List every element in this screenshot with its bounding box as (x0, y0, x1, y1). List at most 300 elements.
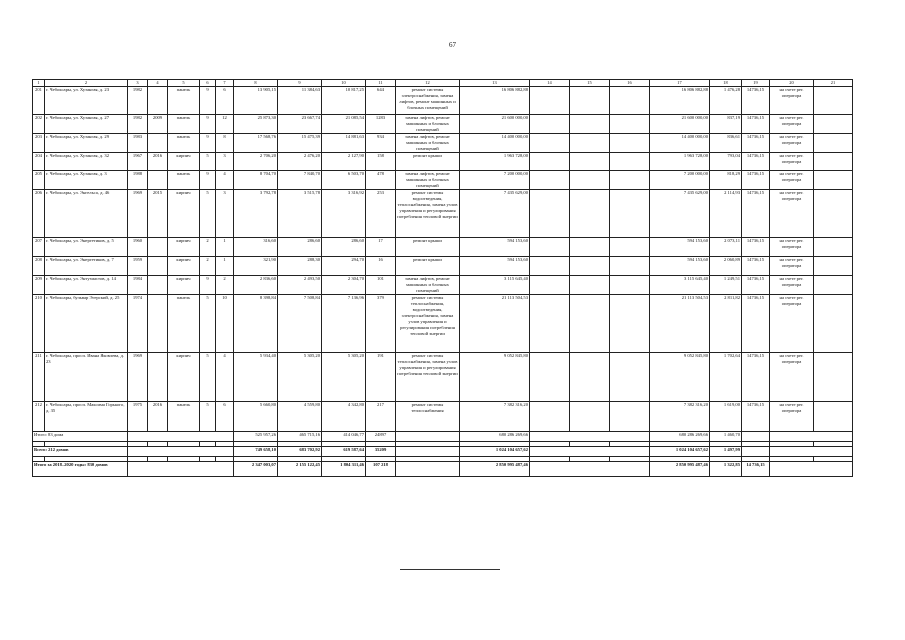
row-number-cell: 211 (33, 353, 45, 402)
table-row (33, 353, 853, 402)
entrances-cell: 4 (216, 353, 234, 402)
work-type-cell: ремонт системы теплоснабжения, замена узлов управления и регулирования потребления тепловой энергии (396, 353, 460, 402)
footer-divider (400, 569, 500, 570)
max-unit-cost-cell: 14 736,15 (742, 462, 770, 477)
fund-federal-cell (530, 190, 570, 238)
work-type-cell: ремонт системы теплоснабжения, водоотведения, электроснабжения, замена узлов управления и регулирования потребления тепловой энергии (396, 295, 460, 353)
table-row (33, 276, 853, 295)
fund-regional-cell (570, 402, 610, 432)
note-cell (814, 171, 853, 190)
premises-area-cell: 3 515,78 (278, 190, 322, 238)
residential-area-cell: 2 127,90 (322, 153, 366, 171)
fund-owners-cell: 7 435 629,00 (650, 190, 710, 238)
address-cell: г. Чебоксары, ул. Энтузиастов, д. 14 (45, 276, 128, 295)
residential-area-cell: 7 136,96 (322, 295, 366, 353)
address-cell: г. Чебоксары, ул. Энгельса, д. 46 (45, 190, 128, 238)
row-number-cell: 208 (33, 257, 45, 276)
build-year-cell: 1967 (128, 153, 148, 171)
max-unit-cost-cell: 14736,15 (742, 353, 770, 402)
floors-cell: 5 (200, 190, 216, 238)
address-cell: г. Чебоксары, ул. Хузангая, д. 27 (45, 115, 128, 134)
column-number-cell: 10 (322, 80, 366, 87)
last-overhaul-year-cell: 2015 (148, 190, 168, 238)
unit-cost-cell: 1 460,70 (710, 432, 742, 442)
fund-regional-cell (570, 134, 610, 153)
fund-method-cell: на счете рег. оператора (770, 257, 814, 276)
fund-regional-cell (570, 153, 610, 171)
fund-federal-cell (530, 276, 570, 295)
empty-cell (530, 432, 650, 442)
floors-cell: 5 (200, 153, 216, 171)
unit-cost-cell: 837,19 (710, 115, 742, 134)
residential-area-cell: 414 046,77 (322, 432, 366, 442)
fund-local-cell (610, 353, 650, 402)
column-number-cell: 1 (33, 80, 45, 87)
table-row (33, 115, 853, 134)
residential-area-cell: 6 503,70 (322, 171, 366, 190)
total-cost-cell: 21 600 000,00 (460, 115, 530, 134)
row-number-cell: 204 (33, 153, 45, 171)
unit-cost-cell: 836,61 (710, 134, 742, 153)
fund-local-cell (610, 134, 650, 153)
max-unit-cost-cell (742, 447, 770, 457)
column-number-cell: 16 (610, 80, 650, 87)
table-row (33, 295, 853, 353)
wall-material-cell: кирпич (168, 353, 200, 402)
total-area-cell: 316,60 (234, 238, 278, 257)
wall-material-cell: кирпич (168, 153, 200, 171)
build-year-cell: 1959 (128, 257, 148, 276)
column-number-cell: 17 (650, 80, 710, 87)
unit-cost-cell: 1 497,99 (710, 447, 742, 457)
max-unit-cost-cell: 14736,15 (742, 190, 770, 238)
residents-cell: 478 (366, 171, 396, 190)
total-cost-cell: 9 052 845,80 (460, 353, 530, 402)
fund-owners-cell: 1 963 728,00 (650, 153, 710, 171)
residents-cell: 24897 (366, 432, 396, 442)
fund-federal-cell (530, 353, 570, 402)
totals-label-cell: Итого: 83 дома (33, 432, 128, 442)
fund-owners-cell: 2 850 995 487,46 (650, 462, 710, 477)
residential-area-cell: 14 881,63 (322, 134, 366, 153)
address-cell: г. Чебоксары, бульвар Эгерский, д. 25 (45, 295, 128, 353)
fund-local-cell (610, 276, 650, 295)
work-type-cell: ремонт крыши (396, 238, 460, 257)
residential-area-cell: 619 587,64 (322, 447, 366, 457)
residents-cell: 158 (366, 153, 396, 171)
build-year-cell: 1960 (128, 238, 148, 257)
floors-cell: 9 (200, 276, 216, 295)
build-year-cell: 1974 (128, 295, 148, 353)
max-unit-cost-cell: 14736,15 (742, 276, 770, 295)
note-cell (814, 190, 853, 238)
table-row (33, 171, 853, 190)
build-year-cell: 1969 (128, 190, 148, 238)
fund-method-cell: на счете рег. оператора (770, 153, 814, 171)
max-unit-cost-cell: 14736,15 (742, 87, 770, 115)
table-row (33, 238, 853, 257)
table-row (33, 402, 853, 432)
fund-local-cell (610, 171, 650, 190)
row-number-cell: 203 (33, 134, 45, 153)
residents-cell: 101 (366, 276, 396, 295)
fund-method-cell: на счете рег. оператора (770, 353, 814, 402)
wall-material-cell: кирпич (168, 276, 200, 295)
address-cell: г. Чебоксары, ул. Энергетиков, д. 7 (45, 257, 128, 276)
entrances-cell: 10 (216, 295, 234, 353)
max-unit-cost-cell: 14736,15 (742, 295, 770, 353)
fund-local-cell (610, 257, 650, 276)
max-unit-cost-cell: 14736,15 (742, 238, 770, 257)
table-row (33, 257, 853, 276)
total-area-cell: 3 792,78 (234, 190, 278, 238)
column-number-cell: 3 (128, 80, 148, 87)
total-cost-cell: 2 850 995 487,46 (460, 462, 530, 477)
total-cost-cell: 7 200 000,00 (460, 171, 530, 190)
fund-owners-cell: 594 153,60 (650, 238, 710, 257)
empty-cell (128, 447, 234, 457)
last-overhaul-year-cell (148, 257, 168, 276)
premises-area-cell: 11 384,63 (278, 87, 322, 115)
column-number-cell: 18 (710, 80, 742, 87)
fund-method-cell: на счете рег. оператора (770, 190, 814, 238)
build-year-cell: 1988 (128, 171, 148, 190)
column-number-cell: 4 (148, 80, 168, 87)
empty-cell (128, 432, 234, 442)
fund-federal-cell (530, 153, 570, 171)
work-type-cell: ремонт системы электроснабжения, замена лифтов, ремонт машинных и блочных помещений (396, 87, 460, 115)
fund-regional-cell (570, 295, 610, 353)
residents-cell: 1283 (366, 115, 396, 134)
residents-cell: 217 (366, 402, 396, 432)
row-number-cell: 202 (33, 115, 45, 134)
fund-regional-cell (570, 171, 610, 190)
totals-label-cell: Итого за 2018–2020 годы: 830 домов (33, 462, 128, 477)
work-type-cell: замена лифтов, ремонт машинных и блочных помещений (396, 115, 460, 134)
unit-cost-cell: 1 702,64 (710, 353, 742, 402)
work-type-cell: ремонт крыши (396, 257, 460, 276)
total-area-cell: 25 873,30 (234, 115, 278, 134)
total-area-cell: 5 934,40 (234, 353, 278, 402)
fund-local-cell (610, 87, 650, 115)
premises-area-cell: 4 559,80 (278, 402, 322, 432)
wall-material-cell: кирпич (168, 257, 200, 276)
unit-cost-cell: 1 619,00 (710, 402, 742, 432)
empty-cell (396, 432, 460, 442)
total-area-cell: 17 568,76 (234, 134, 278, 153)
residents-cell: 253 (366, 190, 396, 238)
premises-area-cell: 7 840,70 (278, 171, 322, 190)
column-number-cell: 7 (216, 80, 234, 87)
total-area-cell: 2 836,60 (234, 276, 278, 295)
total-cost-cell: 7 382 316,20 (460, 402, 530, 432)
table-row (33, 190, 853, 238)
note-cell (814, 276, 853, 295)
wall-material-cell: панель (168, 171, 200, 190)
max-unit-cost-cell (742, 432, 770, 442)
total-cost-cell: 1 024 104 657,62 (460, 447, 530, 457)
fund-owners-cell: 3 115 645,40 (650, 276, 710, 295)
column-number-row (33, 80, 853, 87)
build-year-cell: 1969 (128, 353, 148, 402)
table-row (33, 153, 853, 171)
fund-method-cell: на счете рег. оператора (770, 134, 814, 153)
fund-owners-cell: 7 382 316,20 (650, 402, 710, 432)
row-number-cell: 212 (33, 402, 45, 432)
fund-regional-cell (570, 190, 610, 238)
empty-cell (396, 447, 460, 457)
address-cell: г. Чебоксары, просп. Максима Горького, д. 35 (45, 402, 128, 432)
fund-method-cell: на счете рег. оператора (770, 87, 814, 115)
note-cell (814, 153, 853, 171)
residents-cell: 644 (366, 87, 396, 115)
last-overhaul-year-cell (148, 134, 168, 153)
fund-regional-cell (570, 238, 610, 257)
entrances-cell: 8 (216, 134, 234, 153)
residents-cell: 35209 (366, 447, 396, 457)
note-cell (814, 402, 853, 432)
totals-row (33, 432, 853, 442)
empty-cell (770, 432, 853, 442)
residents-cell: 107 218 (366, 462, 396, 477)
residents-cell: 16 (366, 257, 396, 276)
address-cell: г. Чебоксары, ул. Хузангая, д. 23 (45, 87, 128, 115)
unit-cost-cell: 2 060,89 (710, 257, 742, 276)
column-number-cell: 8 (234, 80, 278, 87)
fund-local-cell (610, 402, 650, 432)
unit-cost-cell: 1 476,28 (710, 87, 742, 115)
floors-cell: 5 (200, 353, 216, 402)
fund-regional-cell (570, 115, 610, 134)
empty-cell (128, 462, 234, 477)
fund-method-cell: на счете рег. оператора (770, 115, 814, 134)
address-cell: г. Чебоксары, ул. Хузангая, д. 32 (45, 153, 128, 171)
column-number-cell: 14 (530, 80, 570, 87)
total-area-cell: 5 660,80 (234, 402, 278, 432)
fund-regional-cell (570, 87, 610, 115)
column-number-cell: 11 (366, 80, 396, 87)
fund-owners-cell: 680 286 269,66 (650, 432, 710, 442)
unit-cost-cell: 818,29 (710, 171, 742, 190)
fund-local-cell (610, 190, 650, 238)
residents-cell: 379 (366, 295, 396, 353)
last-overhaul-year-cell (148, 295, 168, 353)
premises-area-cell: 5 305,20 (278, 353, 322, 402)
empty-cell (530, 462, 650, 477)
unit-cost-cell: 2 073,11 (710, 238, 742, 257)
total-cost-cell: 21 113 504,53 (460, 295, 530, 353)
fund-method-cell: на счете рег. оператора (770, 276, 814, 295)
address-cell: г. Чебоксары, просп. Ивана Яковлева, д. 23 (45, 353, 128, 402)
residents-cell: 191 (366, 353, 396, 402)
floors-cell: 2 (200, 238, 216, 257)
empty-cell (770, 447, 853, 457)
premises-area-cell: 286,60 (278, 238, 322, 257)
row-number-cell: 207 (33, 238, 45, 257)
premises-area-cell: 15 475,39 (278, 134, 322, 153)
work-type-cell: замена лифтов, ремонт машинных и блочных помещений (396, 171, 460, 190)
fund-regional-cell (570, 353, 610, 402)
address-cell: г. Чебоксары, ул. Хузангая, д. 29 (45, 134, 128, 153)
totals-label-cell: Всего: 212 домов (33, 447, 128, 457)
fund-owners-cell: 594 153,60 (650, 257, 710, 276)
entrances-cell: 3 (216, 190, 234, 238)
entrances-cell: 3 (216, 153, 234, 171)
entrances-cell: 1 (216, 257, 234, 276)
total-area-cell: 8 398,84 (234, 295, 278, 353)
total-cost-cell: 7 435 629,00 (460, 190, 530, 238)
wall-material-cell: панель (168, 134, 200, 153)
fund-owners-cell: 1 024 104 657,62 (650, 447, 710, 457)
entrances-cell: 1 (216, 238, 234, 257)
premises-area-cell: 2 155 122,45 (278, 462, 322, 477)
total-area-cell: 2 706,20 (234, 153, 278, 171)
residential-area-cell: 1 804 311,46 (322, 462, 366, 477)
entrances-cell: 4 (216, 171, 234, 190)
fund-owners-cell: 21 600 000,00 (650, 115, 710, 134)
max-unit-cost-cell: 14736,15 (742, 402, 770, 432)
fund-federal-cell (530, 238, 570, 257)
housing-register-table (32, 79, 853, 477)
table-row (33, 87, 853, 115)
work-type-cell: ремонт системы теплоснабжения (396, 402, 460, 432)
fund-owners-cell: 9 052 845,80 (650, 353, 710, 402)
max-unit-cost-cell: 14736,15 (742, 171, 770, 190)
max-unit-cost-cell: 14736,15 (742, 153, 770, 171)
fund-local-cell (610, 295, 650, 353)
premises-area-cell: 2 493,50 (278, 276, 322, 295)
empty-cell (530, 447, 650, 457)
premises-area-cell: 465 715,16 (278, 432, 322, 442)
fund-local-cell (610, 153, 650, 171)
last-overhaul-year-cell (148, 276, 168, 295)
empty-cell (770, 462, 853, 477)
totals-row (33, 462, 853, 477)
note-cell (814, 87, 853, 115)
work-type-cell: ремонт системы водоотведения, теплоснабжения, замена узлов управления и регулирования потребления тепловой энергии (396, 190, 460, 238)
fund-local-cell (610, 238, 650, 257)
address-cell: г. Чебоксары, ул. Хузангая, д. 3 (45, 171, 128, 190)
wall-material-cell: кирпич (168, 190, 200, 238)
total-area-cell: 749 658,10 (234, 447, 278, 457)
last-overhaul-year-cell (148, 87, 168, 115)
wall-material-cell: панель (168, 295, 200, 353)
premises-area-cell: 2 476,20 (278, 153, 322, 171)
total-area-cell: 2 347 003,07 (234, 462, 278, 477)
note-cell (814, 134, 853, 153)
residential-area-cell: 286,60 (322, 238, 366, 257)
premises-area-cell: 7 508,84 (278, 295, 322, 353)
build-year-cell: 1982 (128, 87, 148, 115)
premises-area-cell: 23 667,74 (278, 115, 322, 134)
unit-cost-cell: 1 249,51 (710, 276, 742, 295)
residents-cell: 17 (366, 238, 396, 257)
fund-federal-cell (530, 115, 570, 134)
total-area-cell: 13 905,15 (234, 87, 278, 115)
fund-regional-cell (570, 257, 610, 276)
max-unit-cost-cell: 14736,15 (742, 115, 770, 134)
floors-cell: 9 (200, 115, 216, 134)
total-cost-cell: 3 115 645,40 (460, 276, 530, 295)
residential-area-cell: 5 305,20 (322, 353, 366, 402)
page-number: 67 (449, 41, 456, 49)
column-number-cell: 21 (814, 80, 853, 87)
row-number-cell: 210 (33, 295, 45, 353)
row-number-cell: 201 (33, 87, 45, 115)
fund-regional-cell (570, 276, 610, 295)
entrances-cell: 2 (216, 276, 234, 295)
total-cost-cell: 680 286 269,66 (460, 432, 530, 442)
work-type-cell: замена лифтов, ремонт машинных и блочных помещений (396, 276, 460, 295)
residential-area-cell: 21 085,54 (322, 115, 366, 134)
wall-material-cell: панель (168, 115, 200, 134)
floors-cell: 5 (200, 295, 216, 353)
note-cell (814, 257, 853, 276)
fund-owners-cell: 7 200 000,00 (650, 171, 710, 190)
column-number-cell: 19 (742, 80, 770, 87)
fund-method-cell: на счете рег. оператора (770, 295, 814, 353)
column-number-cell: 2 (45, 80, 128, 87)
column-number-cell: 9 (278, 80, 322, 87)
wall-material-cell: кирпич (168, 238, 200, 257)
last-overhaul-year-cell (148, 238, 168, 257)
column-number-cell: 15 (570, 80, 610, 87)
residents-cell: 934 (366, 134, 396, 153)
max-unit-cost-cell: 14736,15 (742, 257, 770, 276)
wall-material-cell: панель (168, 402, 200, 432)
fund-method-cell: на счете рег. оператора (770, 238, 814, 257)
last-overhaul-year-cell: 2016 (148, 402, 168, 432)
last-overhaul-year-cell: 2016 (148, 153, 168, 171)
unit-cost-cell: 793,04 (710, 153, 742, 171)
floors-cell: 9 (200, 134, 216, 153)
fund-local-cell (610, 115, 650, 134)
last-overhaul-year-cell: 2009 (148, 115, 168, 134)
fund-federal-cell (530, 171, 570, 190)
total-cost-cell: 594 153,60 (460, 238, 530, 257)
max-unit-cost-cell: 14736,15 (742, 134, 770, 153)
build-year-cell: 1984 (128, 276, 148, 295)
fund-method-cell: на счете рег. оператора (770, 402, 814, 432)
column-number-cell: 20 (770, 80, 814, 87)
entrances-cell: 6 (216, 402, 234, 432)
premises-area-cell: 683 702,92 (278, 447, 322, 457)
column-number-cell: 5 (168, 80, 200, 87)
note-cell (814, 238, 853, 257)
row-number-cell: 205 (33, 171, 45, 190)
note-cell (814, 295, 853, 353)
residential-area-cell: 2 304,70 (322, 276, 366, 295)
column-number-cell: 13 (460, 80, 530, 87)
floors-cell: 5 (200, 402, 216, 432)
floors-cell: 9 (200, 87, 216, 115)
premises-area-cell: 288,30 (278, 257, 322, 276)
fund-federal-cell (530, 87, 570, 115)
fund-method-cell: на счете рег. оператора (770, 171, 814, 190)
entrances-cell: 12 (216, 115, 234, 134)
work-type-cell: замена лифтов, ремонт машинных и блочных помещений (396, 134, 460, 153)
build-year-cell: 1975 (128, 402, 148, 432)
fund-federal-cell (530, 402, 570, 432)
residential-area-cell: 3 316,92 (322, 190, 366, 238)
last-overhaul-year-cell (148, 353, 168, 402)
floors-cell: 9 (200, 171, 216, 190)
total-area-cell: 8 704,70 (234, 171, 278, 190)
residential-area-cell: 4 342,80 (322, 402, 366, 432)
fund-owners-cell: 16 806 882,88 (650, 87, 710, 115)
build-year-cell: 1982 (128, 115, 148, 134)
total-cost-cell: 1 963 728,00 (460, 153, 530, 171)
